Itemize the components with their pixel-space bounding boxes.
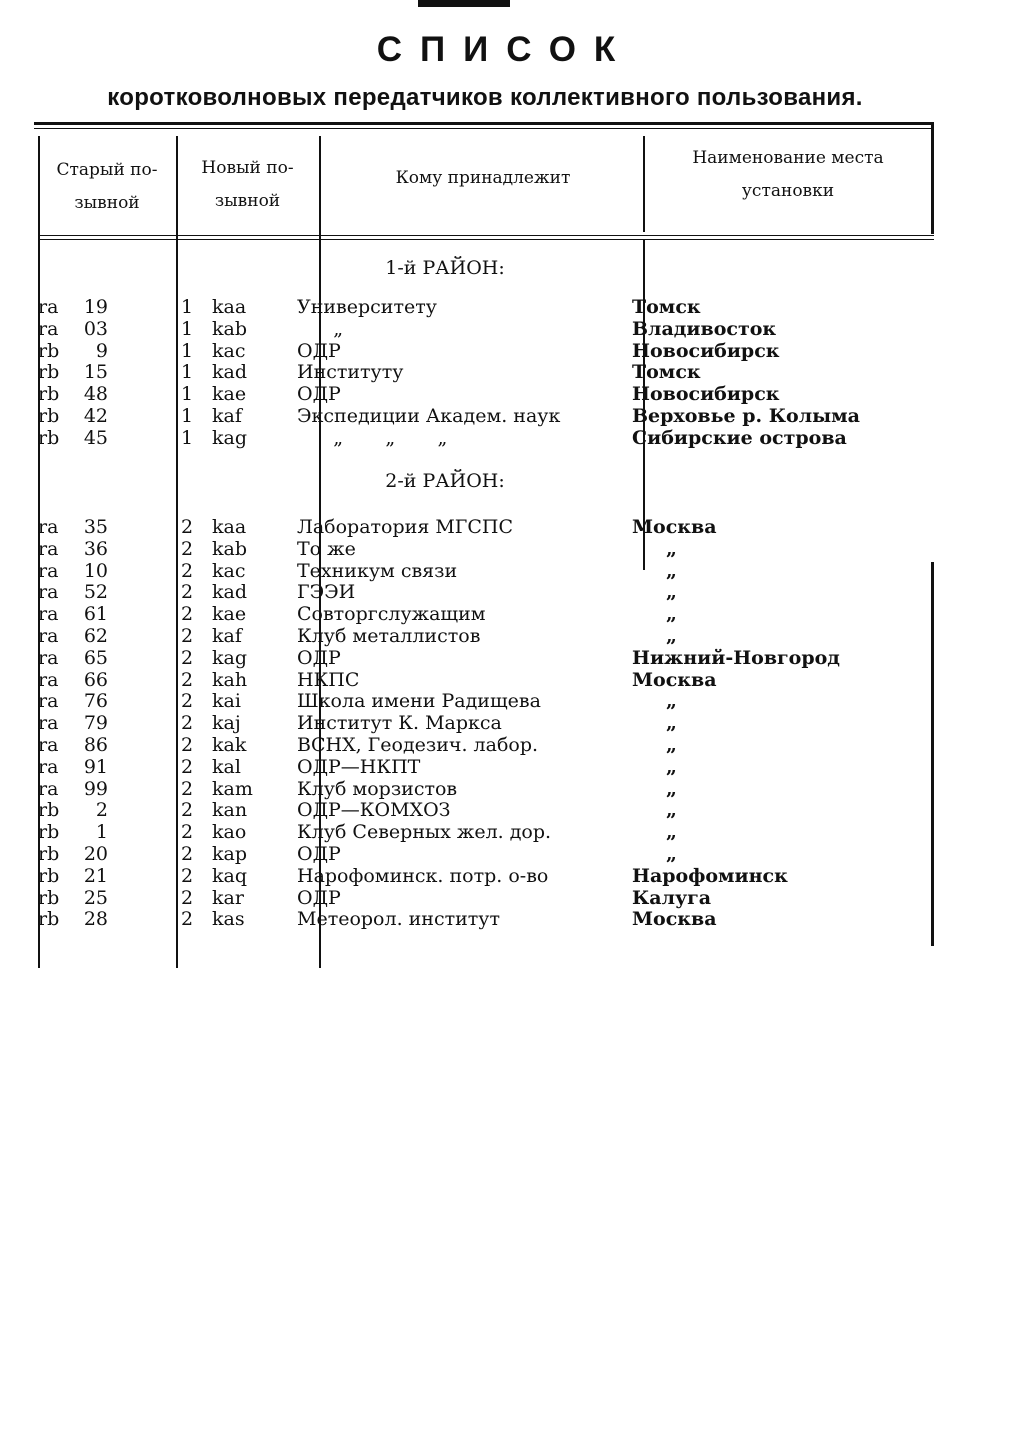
new-callsign-letters: kap: [212, 843, 248, 865]
owner-cell: Клуб морзистов: [297, 778, 458, 800]
location-cell: „: [666, 821, 677, 843]
new-callsign-digit: 2: [180, 756, 194, 778]
location-cell: Москва: [632, 669, 717, 691]
old-callsign-prefix: ra: [38, 669, 59, 691]
old-callsign-number: 65: [83, 647, 108, 669]
new-callsign-letters: kal: [212, 756, 241, 778]
location-cell: Владивосток: [632, 318, 777, 340]
table-row: [0, 603, 900, 625]
table-row: [0, 340, 900, 362]
region-heading: 2-й РАЙОН:: [385, 470, 505, 492]
old-callsign-prefix: ra: [38, 734, 59, 756]
new-callsign-letters: kaa: [212, 516, 247, 538]
table-row: [0, 560, 900, 582]
location-cell: Нарофоминск: [632, 865, 788, 887]
old-callsign-prefix: rb: [38, 383, 60, 405]
owner-cell: ОДР—КОМХОЗ: [297, 799, 451, 821]
old-callsign-prefix: ra: [38, 603, 59, 625]
new-callsign-letters: kaq: [212, 865, 248, 887]
location-cell: „: [666, 712, 677, 734]
table-row: [0, 647, 900, 669]
new-callsign-digit: 1: [180, 383, 194, 405]
old-callsign-number: 28: [83, 908, 108, 930]
old-callsign-number: 21: [83, 865, 108, 887]
table-row: [0, 821, 900, 843]
location-cell: Москва: [632, 908, 717, 930]
old-callsign-number: 35: [83, 516, 108, 538]
old-callsign-prefix: rb: [38, 865, 60, 887]
location-cell: Томск: [632, 296, 701, 318]
new-callsign-letters: kad: [212, 361, 248, 383]
new-callsign-digit: 2: [180, 865, 194, 887]
old-callsign-prefix: ra: [38, 318, 59, 340]
table-row: [0, 908, 900, 930]
owner-cell: Экспедиции Академ. наук: [297, 405, 561, 427]
old-callsign-prefix: ra: [38, 756, 59, 778]
new-callsign-digit: 2: [180, 516, 194, 538]
location-cell: „: [666, 756, 677, 778]
table-row: [0, 581, 900, 603]
location-cell: „: [666, 581, 677, 603]
owner-cell: Метеорол. институт: [297, 908, 500, 930]
new-callsign-digit: 2: [180, 821, 194, 843]
location-cell: „: [666, 799, 677, 821]
old-callsign-prefix: rb: [38, 427, 60, 449]
old-callsign-prefix: ra: [38, 690, 59, 712]
column-rule-right-header: [931, 122, 934, 234]
old-callsign-prefix: ra: [38, 296, 59, 318]
header-new-callsign: [180, 152, 315, 218]
header-place-line2: установки: [741, 181, 835, 201]
new-callsign-letters: kab: [212, 538, 248, 560]
table-row: [0, 843, 900, 865]
new-callsign-letters: kag: [212, 647, 248, 669]
header-old-line1: Старый по-: [56, 160, 158, 180]
old-callsign-number: 1: [95, 821, 108, 843]
location-cell: „: [666, 734, 677, 756]
new-callsign-letters: kac: [212, 340, 246, 362]
old-callsign-prefix: ra: [38, 778, 59, 800]
new-callsign-letters: kag: [212, 427, 248, 449]
old-callsign-prefix: rb: [38, 340, 60, 362]
new-callsign-digit: 2: [180, 538, 194, 560]
table-row: [0, 516, 900, 538]
old-callsign-number: 86: [83, 734, 108, 756]
owner-cell: Нарофоминск. потр. о-во: [297, 865, 549, 887]
table-row: [0, 690, 900, 712]
new-callsign-digit: 1: [180, 340, 194, 362]
header-bottom-rule-thin: [38, 239, 934, 240]
new-callsign-digit: 1: [180, 427, 194, 449]
header-location: [646, 142, 930, 208]
table-row: [0, 538, 900, 560]
new-callsign-digit: 2: [180, 669, 194, 691]
new-callsign-digit: 2: [180, 843, 194, 865]
owner-cell: ОДР: [297, 843, 341, 865]
old-callsign-number: 62: [83, 625, 108, 647]
location-cell: „: [666, 690, 677, 712]
region-heading: 1-й РАЙОН:: [385, 257, 505, 279]
owner-cell: Клуб металлистов: [297, 625, 481, 647]
old-callsign-number: 52: [83, 581, 108, 603]
new-callsign-digit: 2: [180, 603, 194, 625]
new-callsign-digit: 2: [180, 690, 194, 712]
location-cell: Нижний-Новгород: [632, 647, 840, 669]
old-callsign-prefix: ra: [38, 516, 59, 538]
new-callsign-letters: kac: [212, 560, 246, 582]
new-callsign-digit: 2: [180, 712, 194, 734]
old-callsign-number: 48: [83, 383, 108, 405]
owner-cell: НКПС: [297, 669, 360, 691]
header-new-line1: Новый по-: [201, 158, 294, 178]
old-callsign-number: 61: [83, 603, 108, 625]
table-row: [0, 865, 900, 887]
old-callsign-prefix: rb: [38, 843, 60, 865]
owner-cell: Институт К. Маркса: [297, 712, 502, 734]
old-callsign-prefix: ra: [38, 647, 59, 669]
old-callsign-prefix: ra: [38, 560, 59, 582]
location-cell: Калуга: [632, 887, 712, 909]
location-cell: „: [666, 843, 677, 865]
table-row: [0, 887, 900, 909]
header-old-line2: зывной: [74, 193, 140, 213]
location-cell: Новосибирск: [632, 383, 780, 405]
owner-cell: Клуб Северных жел. дор.: [297, 821, 552, 843]
new-callsign-letters: kad: [212, 581, 248, 603]
new-callsign-letters: kar: [212, 887, 244, 909]
new-callsign-digit: 1: [180, 405, 194, 427]
new-callsign-digit: 2: [180, 560, 194, 582]
new-callsign-letters: kam: [212, 778, 253, 800]
owner-cell: „ „ „: [297, 427, 448, 449]
table-row: [0, 361, 900, 383]
old-callsign-prefix: ra: [38, 538, 59, 560]
old-callsign-number: 45: [83, 427, 108, 449]
new-callsign-digit: 1: [180, 361, 194, 383]
new-callsign-letters: kao: [212, 821, 247, 843]
table-row: [0, 712, 900, 734]
old-callsign-prefix: ra: [38, 625, 59, 647]
old-callsign-number: 03: [83, 318, 108, 340]
new-callsign-letters: kak: [212, 734, 247, 756]
new-callsign-digit: 2: [180, 778, 194, 800]
owner-cell: ОДР: [297, 340, 341, 362]
location-cell: Томск: [632, 361, 701, 383]
old-callsign-number: 42: [83, 405, 108, 427]
document-title: СПИСОК: [376, 30, 634, 69]
new-callsign-digit: 2: [180, 581, 194, 603]
owner-cell: Лаборатория МГСПС: [297, 516, 514, 538]
owner-cell: ОДР: [297, 383, 341, 405]
header-place-line1: Наименование места: [692, 148, 884, 168]
old-callsign-number: 9: [95, 340, 108, 362]
old-callsign-number: 99: [83, 778, 108, 800]
table-row: [0, 318, 900, 340]
old-callsign-number: 36: [83, 538, 108, 560]
owner-cell: То же: [297, 538, 356, 560]
old-callsign-prefix: rb: [38, 821, 60, 843]
new-callsign-letters: kaj: [212, 712, 241, 734]
old-callsign-number: 91: [83, 756, 108, 778]
old-callsign-number: 20: [83, 843, 108, 865]
new-callsign-digit: 1: [180, 318, 194, 340]
location-cell: Верховье р. Колыма: [632, 405, 860, 427]
old-callsign-number: 76: [83, 690, 108, 712]
new-callsign-letters: kae: [212, 383, 247, 405]
owner-cell: Институту: [297, 361, 404, 383]
table-row: [0, 799, 900, 821]
new-callsign-letters: kan: [212, 799, 248, 821]
old-callsign-prefix: rb: [38, 887, 60, 909]
location-cell: „: [666, 778, 677, 800]
new-callsign-letters: kae: [212, 603, 247, 625]
owner-cell: ОДР: [297, 647, 341, 669]
table-row: [0, 734, 900, 756]
new-callsign-digit: 2: [180, 647, 194, 669]
location-cell: „: [666, 625, 677, 647]
owner-cell: Университету: [297, 296, 437, 318]
new-callsign-letters: kab: [212, 318, 248, 340]
owner-cell: Школа имени Радищева: [297, 690, 541, 712]
old-callsign-prefix: rb: [38, 908, 60, 930]
old-callsign-prefix: ra: [38, 712, 59, 734]
table-row: [0, 296, 900, 318]
table-row: [0, 625, 900, 647]
column-rule-right: [931, 562, 934, 946]
old-callsign-number: 15: [83, 361, 108, 383]
old-callsign-number: 25: [83, 887, 108, 909]
header-old-callsign: [42, 154, 172, 220]
old-callsign-number: 19: [83, 296, 108, 318]
new-callsign-letters: kai: [212, 690, 241, 712]
owner-cell: ОДР—НКПТ: [297, 756, 421, 778]
table-row: [0, 427, 900, 449]
new-callsign-digit: 2: [180, 887, 194, 909]
old-callsign-prefix: rb: [38, 799, 60, 821]
old-callsign-number: 2: [95, 799, 108, 821]
top-margin-mark: [418, 0, 510, 7]
owner-cell: Техникум связи: [297, 560, 458, 582]
header-owner: Кому принадлежит: [395, 168, 571, 188]
old-callsign-prefix: rb: [38, 405, 60, 427]
owner-cell: „: [297, 318, 344, 340]
table-row: [0, 778, 900, 800]
table-top-rule-thin: [34, 128, 934, 129]
new-callsign-letters: kaa: [212, 296, 247, 318]
location-cell: „: [666, 538, 677, 560]
old-callsign-number: 10: [83, 560, 108, 582]
document-subtitle: коротковолновых передатчиков коллективного пользования.: [107, 84, 863, 111]
new-callsign-letters: kaf: [212, 625, 242, 647]
header-bottom-rule: [38, 235, 934, 236]
new-callsign-digit: 2: [180, 908, 194, 930]
location-cell: „: [666, 603, 677, 625]
new-callsign-digit: 1: [180, 296, 194, 318]
new-callsign-letters: kas: [212, 908, 245, 930]
header-new-line2: зывной: [214, 191, 281, 211]
owner-cell: Совторгслужащим: [297, 603, 486, 625]
new-callsign-digit: 2: [180, 734, 194, 756]
table-top-rule: [34, 122, 934, 125]
table-row: [0, 669, 900, 691]
column-rule-3-header: [643, 136, 645, 232]
location-cell: Москва: [632, 516, 717, 538]
old-callsign-prefix: ra: [38, 581, 59, 603]
owner-cell: ОДР: [297, 887, 341, 909]
owner-cell: ГЭЭИ: [297, 581, 356, 603]
table-row: [0, 383, 900, 405]
location-cell: Новосибирск: [632, 340, 780, 362]
location-cell: Сибирские острова: [632, 427, 847, 449]
old-callsign-number: 66: [83, 669, 108, 691]
old-callsign-prefix: rb: [38, 361, 60, 383]
old-callsign-number: 79: [83, 712, 108, 734]
new-callsign-digit: 2: [180, 799, 194, 821]
table-row: [0, 756, 900, 778]
new-callsign-letters: kaf: [212, 405, 242, 427]
table-row: [0, 405, 900, 427]
new-callsign-digit: 2: [180, 625, 194, 647]
location-cell: „: [666, 560, 677, 582]
new-callsign-letters: kah: [212, 669, 248, 691]
owner-cell: ВСНХ, Геодезич. лабор.: [297, 734, 539, 756]
